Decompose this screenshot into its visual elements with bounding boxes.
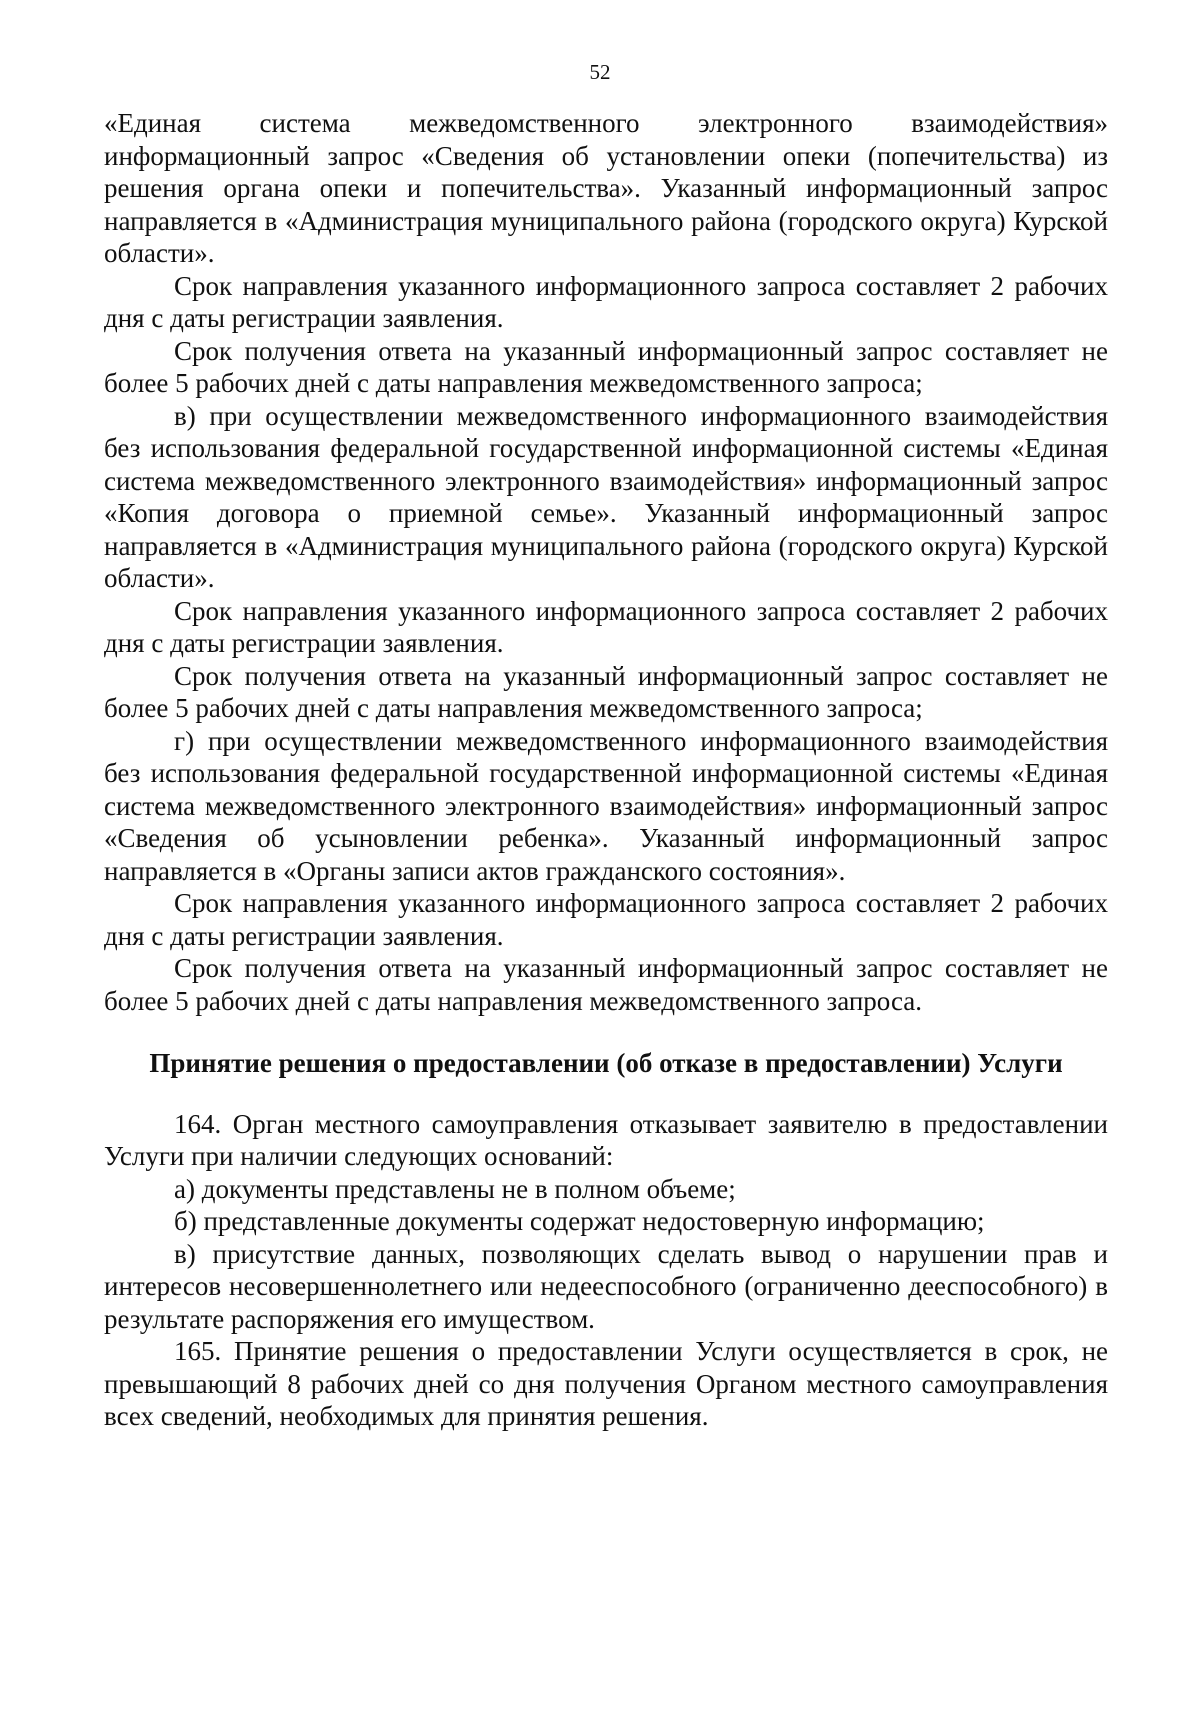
paragraph-response-deadline: Срок получения ответа на указанный информационный запрос составляет не более 5 рабочих дней с даты направления межведомственного запроса;: [104, 660, 1108, 723]
page-number: 52: [589, 60, 611, 84]
paragraph-item-v-refusal: в) присутствие данных, позволяющих сделать вывод о нарушении прав и интересов несовершеннолетнего или недееспособного (ограниченно дееспособного) в результате распоряжения его имуществом.: [104, 1238, 1108, 1334]
paragraph-item-v: в) при осуществлении межведомственного информационного взаимодействия без использования федеральной государственной информационной системы «Единая система межведомственного электронного взаимодействия» информационный запрос «Копия договора о приемной семье». Указанный информационный запрос направляется в «Администрация муниципального района (городского округа) Курской области».: [104, 400, 1108, 593]
document-body: [104, 107, 1108, 1433]
paragraph-request-deadline: Срок направления указанного информационного запроса составляет 2 рабочих дня с даты регистрации заявления.: [104, 270, 1108, 333]
paragraph-item-g: г) при осуществлении межведомственного информационного взаимодействия без использования федеральной государственной информационной системы «Единая система межведомственного электронного взаимодействия» информационный запрос «Сведения об усыновлении ребенка». Указанный информационный запрос направляется в «Органы записи актов гражданского состояния».: [104, 725, 1108, 886]
section-heading: Принятие решения о предоставлении (об отказе в предоставлении) Услуги: [149, 1048, 1063, 1078]
paragraph-request-deadline: Срок направления указанного информационного запроса составляет 2 рабочих дня с даты регистрации заявления.: [104, 595, 1108, 658]
paragraph-165: 165. Принятие решения о предоставлении Услуги осуществляется в срок, не превышающий 8 рабочих дней со дня получения Органом местного самоуправления всех сведений, необходимых для принятия решения.: [104, 1336, 1108, 1431]
paragraph-164: 164. Орган местного самоуправления отказывает заявителю в предоставлении Услуги при наличии следующих оснований:: [104, 1108, 1108, 1171]
paragraph-request-deadline: Срок направления указанного информационного запроса составляет 2 рабочих дня с даты регистрации заявления.: [104, 888, 1108, 951]
paragraph-item-b: б) представленные документы содержат недостоверную информацию;: [174, 1206, 985, 1236]
paragraph-response-deadline: Срок получения ответа на указанный информационный запрос составляет не более 5 рабочих дней с даты направления межведомственного запроса.: [104, 953, 1108, 1016]
paragraph-item-a: а) документы представлены не в полном объеме;: [174, 1173, 736, 1204]
paragraph-continuation: «Единая система межведомственного электронного взаимодействия» информационный запрос «Сведения об установлении опеки (попечительства) из решения органа опеки и попечительства». Указанный информационный запрос направляется в «Администрация муниципального района (городского округа) Курской области».: [104, 108, 1108, 268]
paragraph-response-deadline: Срок получения ответа на указанный информационный запрос составляет не более 5 рабочих дней с даты направления межведомственного запроса;: [104, 335, 1108, 398]
